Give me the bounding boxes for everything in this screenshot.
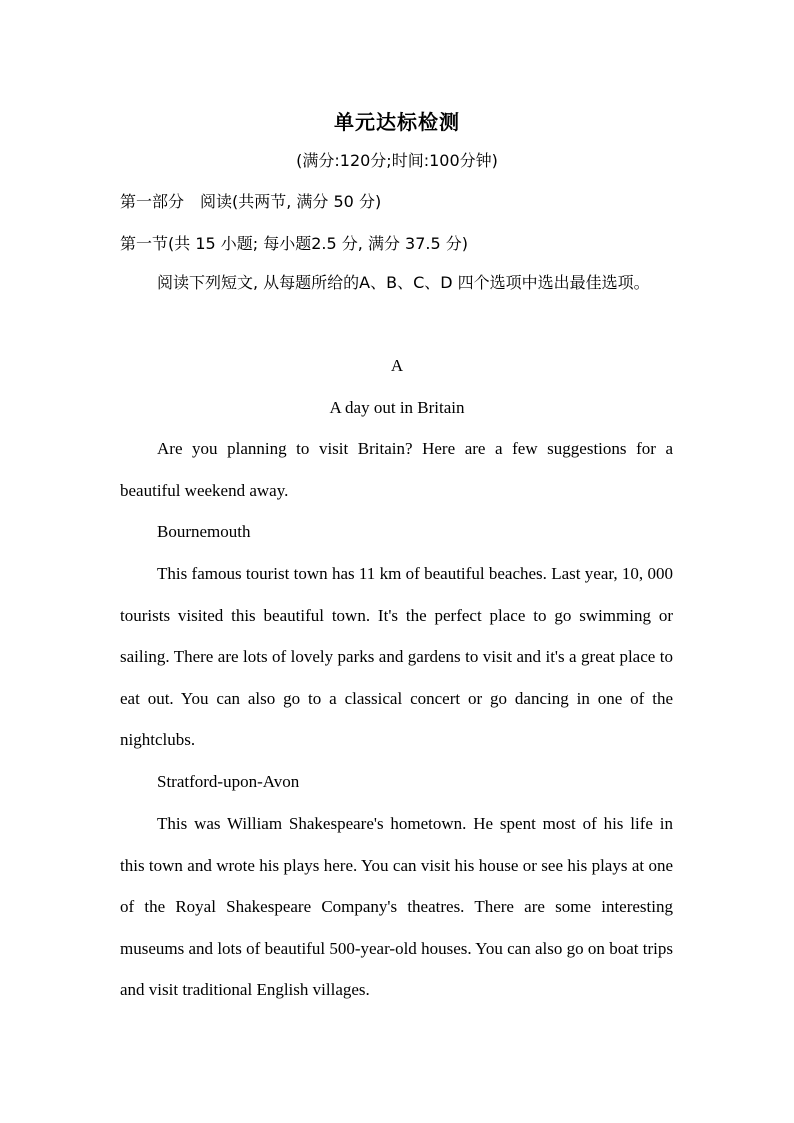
passage-label: A	[390, 356, 404, 375]
passage-intro: Are you planning to visit Britain? Here are a few suggestions for a beautiful weekend away.	[120, 439, 673, 500]
page-title: 单元达标检测	[334, 110, 460, 134]
place-heading-stratford: Stratford-upon-Avon	[157, 772, 300, 791]
place-heading-bournemouth: Bournemouth	[157, 522, 251, 541]
subsection-heading: 第一节(共 15 小题; 每小题2.5 分, 满分 37.5 分)	[120, 234, 468, 253]
passage-title: A day out in Britain	[329, 398, 465, 417]
part-heading: 第一部分 阅读(共两节, 满分 50 分)	[120, 192, 382, 211]
place-text-stratford: This was William Shakespeare's hometown. He spent most of his life in this town and wrote his plays here. You can visit his house or see his plays at one of the Royal Shakespeare Company's theatres. There are some interesting museums and lots of beautiful 500-year-old houses. You can also go on boat trips and visit traditional English villages.	[120, 814, 673, 1000]
place-text-bournemouth: This famous tourist town has 11 km of beautiful beaches. Last year, 10, 000 tourists visited this beautiful town. It's the perfect place to go swimming or sailing. There are lots of lovely parks and gardens to visit and it's a great place to eat out. You can also go to a classical concert or go dancing in one of the nightclubs.	[120, 564, 673, 750]
exam-info: (满分:120分;时间:100分钟)	[296, 151, 498, 170]
instruction-text: 阅读下列短文, 从每题所给的A、B、C、D 四个选项中选出最佳选项。	[157, 273, 650, 292]
